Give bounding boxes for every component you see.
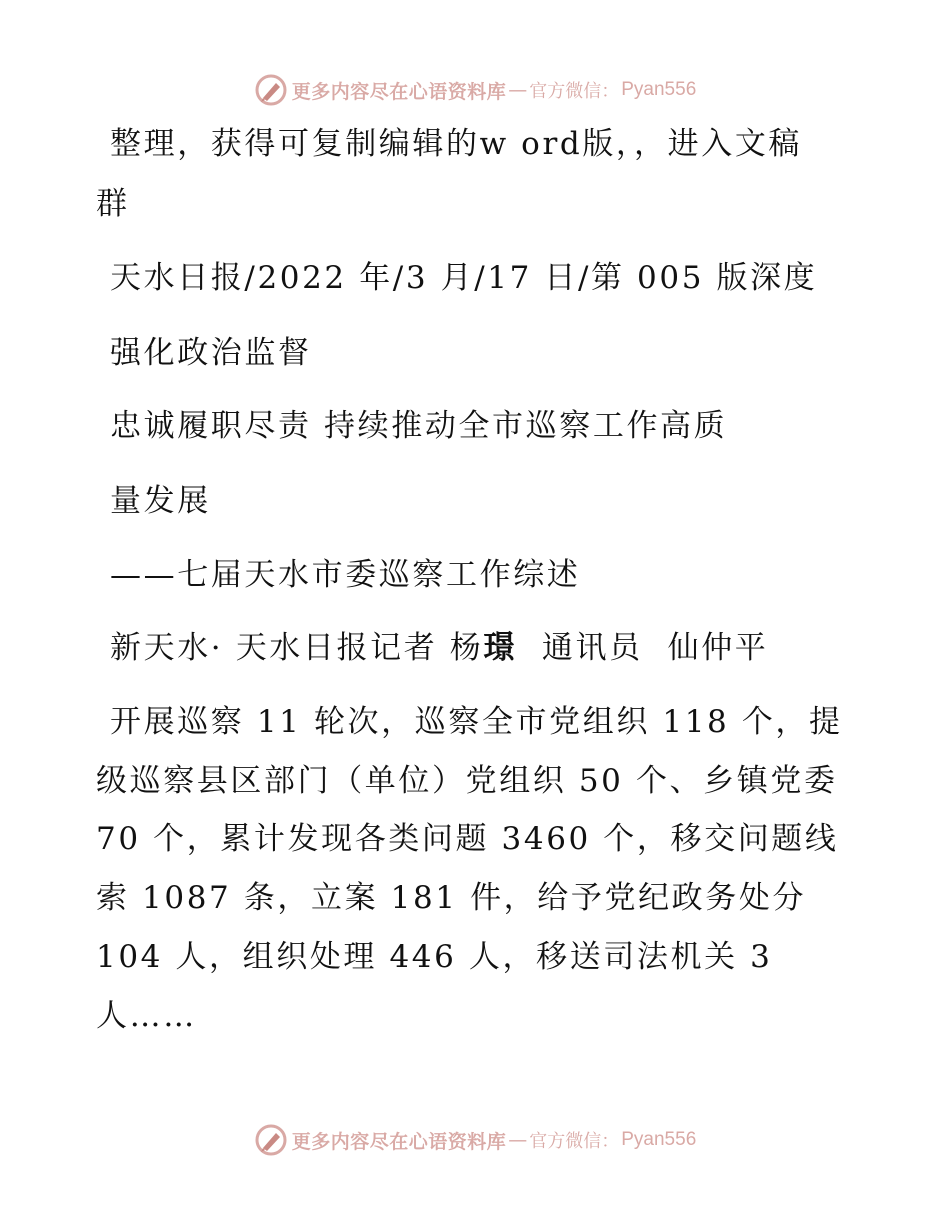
watermark-id: Pyan556 [621,79,697,100]
pen-logo-icon [254,73,288,107]
watermark-id: Pyan556 [621,1129,697,1150]
text-line-14: 人…… [96,998,197,1034]
text-line-3: 天水日报/2022 年/3 月/17 日/第 005 版深度 [110,260,818,296]
text-line-5: 忠诚履职尽责 持续推动全市巡察工作高质 [110,408,728,444]
text-line-1: 整理，获得可复制编辑的w ord版，，进入文稿 [110,126,803,162]
header-watermark [0,72,950,108]
watermark-separator: — [508,79,528,101]
byline-reporter-char: 璟 [483,630,517,666]
footer-watermark [0,1122,950,1158]
text-line-9: 开展巡察 11 轮次，巡察全市党组织 118 个，提 [110,704,843,740]
watermark-separator: — [508,1129,528,1151]
watermark-sub-text: 官方微信： [529,81,620,102]
watermark-sub-text: 官方微信： [529,1131,620,1152]
watermark-main-text: 更多内容尽在心语资料库 [291,80,507,103]
byline-reporter: 新天水· 天水日报记者 杨 [110,630,484,666]
byline-correspondent: 通讯员 仙仲平 [516,630,769,666]
text-line-4: 强化政治监督 [110,335,312,371]
text-line-10: 级巡察县区部门（单位）党组织 50 个、乡镇党委 [96,763,838,799]
text-line-2: 群 [96,186,130,222]
watermark-main-text: 更多内容尽在心语资料库 [291,1130,507,1153]
text-line-13: 104 人，组织处理 446 人，移送司法机关 3 [96,939,773,975]
text-line-12: 索 1087 条，立案 181 件，给予党纪政务处分 [96,880,807,916]
text-line-7: ——七届天水市委巡察工作综述 [110,557,581,593]
pen-logo-icon [254,1123,288,1157]
text-line-11: 70 个，累计发现各类问题 3460 个，移交问题线 [96,821,839,857]
text-line-6: 量发展 [110,483,211,519]
byline [110,628,768,668]
